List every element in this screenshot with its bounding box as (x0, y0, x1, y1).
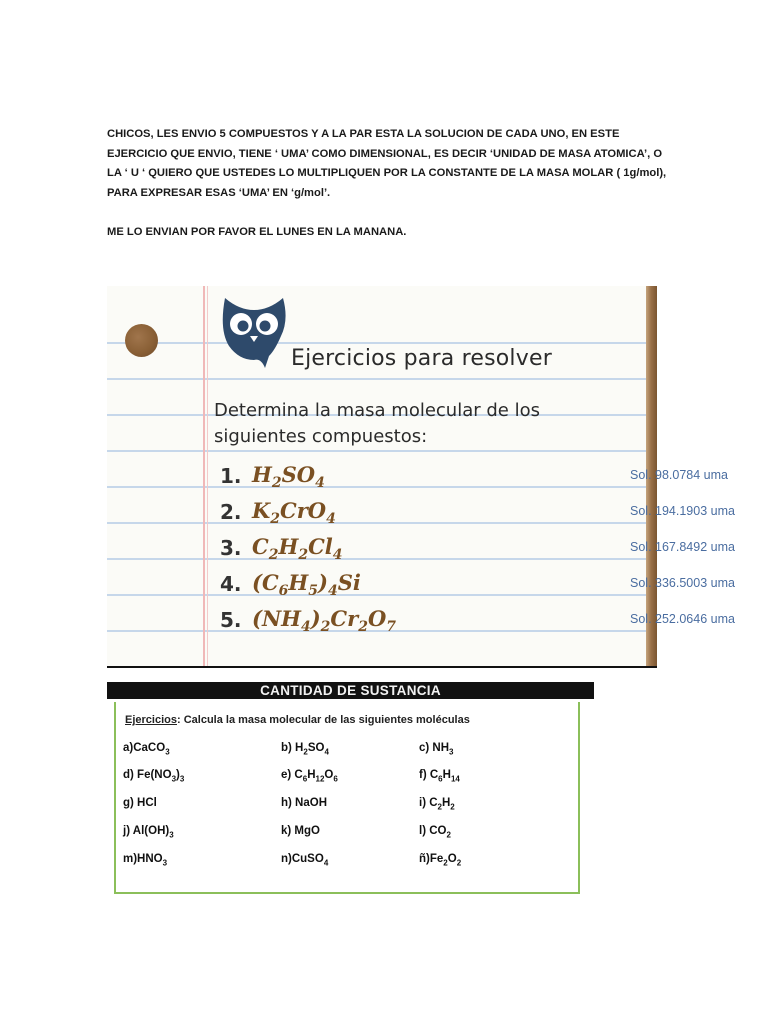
molecule-item: d) $Fe(NO_3)_3$ (123, 769, 185, 784)
compound-solution: Sol. 98.0784 uma (630, 468, 728, 482)
compound-number: 4. (220, 572, 242, 596)
intro-paragraph-1: CHICOS, LES ENVIO 5 COMPUESTOS Y A LA PAR ESTA LA SOLUCION DE CADA UNO, EN ESTE EJERCICIO QUE ENVIO, TIENE ‘ UMA’ COMO DIMENSIONAL, ES DECIR ‘UNIDAD DE MASA ATOMICA’, O LA ‘ U ‘ QUIERO QUE USTEDES LO MULTIPLIQUEN POR LA CONSTANTE DE LA MASA MOLAR ( 1g/mol), PARA EXPRESAR ESAS ‘UMA’ EN ‘g/mol’. (107, 128, 667, 199)
compound-number: 5. (220, 608, 242, 632)
section-header (107, 682, 594, 699)
molecule-item: h) NaOH (281, 797, 327, 809)
compound-solution: Sol. 194.1903 uma (630, 504, 735, 518)
owl-icon (219, 290, 289, 368)
compound-formula: $K_2CrO_4$ (252, 498, 336, 528)
compound-number: 2. (220, 500, 242, 524)
intro-paragraph-2: ME LO ENVIAN POR FAVOR EL LUNES EN LA MANANA. (107, 226, 407, 239)
molecule-item: i) $C_2H_2$ (419, 797, 455, 812)
notebook-subtitle: Determina la masa molecular de los siguientes compuestos: (214, 400, 540, 447)
section-header-label: CANTIDAD DE SUSTANCIA (260, 683, 441, 698)
molecule-item: j) $Al(OH)_3$ (123, 825, 174, 840)
compound-formula: $(C_6H_5)_4Si$ (252, 570, 361, 600)
binder-hole (125, 324, 158, 357)
molecule-item: e) $C_6H_{12}O_6$ (281, 769, 338, 784)
molecule-item: l) $CO_2$ (419, 825, 451, 840)
compound-solution: Sol. 252.0646 uma (630, 612, 735, 626)
compound-solution: Sol. 167.8492 uma (630, 540, 735, 554)
molecule-item: f) $C_6H_{14}$ (419, 769, 460, 784)
compound-item (220, 606, 735, 638)
notebook-title: Ejercicios para resolver (291, 346, 552, 371)
exercises-instruction: Ejercicios: Calcula la masa molecular de las siguientes moléculas (125, 714, 470, 726)
molecule-item: n)CuSO$_4$ (281, 853, 329, 868)
molecule-item: a)CaCO$_3$ (123, 742, 170, 757)
molecule-item: c) $NH_3$ (419, 742, 454, 757)
compound-formula: $H_2SO_4$ (252, 462, 325, 492)
molecule-item: $m)HNO_3$ (123, 853, 168, 868)
compound-formula: $(NH_4)_2Cr_2O_7$ (252, 606, 396, 636)
compound-formula: $C_2H_2Cl_4$ (252, 534, 343, 564)
compound-item (220, 498, 735, 530)
compound-item (220, 570, 735, 602)
notebook-margin-line (203, 286, 205, 668)
exercises-box (114, 702, 580, 894)
compound-item (220, 462, 728, 494)
molecule-item: g) HCl (123, 797, 157, 809)
compound-number: 1. (220, 464, 242, 488)
molecule-item: k) MgO (281, 825, 320, 837)
molecule-item: $ñ)Fe_2O_2$ (419, 853, 462, 868)
compound-number: 3. (220, 536, 242, 560)
intro-text (107, 125, 667, 243)
compound-solution: Sol. 336.5003 uma (630, 576, 735, 590)
notebook-exercise-image (107, 286, 735, 668)
molecule-item: b) $H_2SO_4$ (281, 742, 329, 757)
compound-item (220, 534, 735, 566)
